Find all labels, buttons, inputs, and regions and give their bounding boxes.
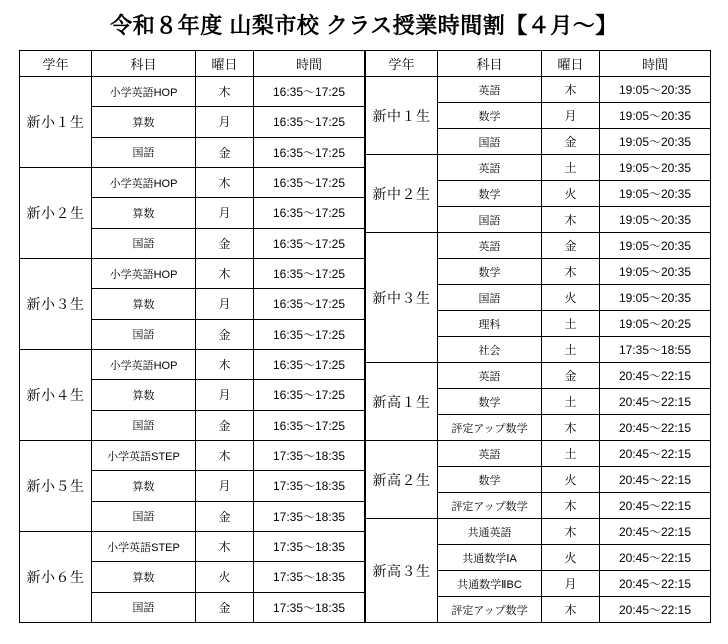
- header-grade: 学年: [366, 51, 438, 77]
- subject-cell: 評定アップ数学: [438, 597, 542, 623]
- grade-cell: 新小３生: [20, 258, 92, 349]
- timetable-tables: [19, 50, 709, 623]
- subject-cell: 共通数学ⅡBC: [438, 571, 542, 597]
- time-cell: 16:35〜17:25: [254, 380, 365, 410]
- right-table-body: [366, 77, 711, 623]
- time-cell: 17:35〜18:35: [254, 562, 365, 592]
- header-time: 時間: [600, 51, 711, 77]
- day-cell: 土: [542, 441, 600, 467]
- day-cell: 土: [542, 337, 600, 363]
- subject-cell: 小学英語STEP: [92, 531, 196, 561]
- subject-cell: 算数: [92, 198, 196, 228]
- header-day: 曜日: [542, 51, 600, 77]
- grade-cell: 新高２生: [366, 441, 438, 519]
- timetable-right: [365, 50, 711, 623]
- left-table-head: [20, 51, 365, 77]
- subject-cell: 理科: [438, 311, 542, 337]
- subject-cell: 社会: [438, 337, 542, 363]
- day-cell: 金: [542, 363, 600, 389]
- grade-cell: 新小１生: [20, 77, 92, 168]
- time-cell: 20:45〜22:15: [600, 467, 711, 493]
- day-cell: 月: [542, 103, 600, 129]
- subject-cell: 国語: [92, 592, 196, 622]
- day-cell: 火: [542, 285, 600, 311]
- subject-cell: 国語: [92, 228, 196, 258]
- time-cell: 19:05〜20:35: [600, 77, 711, 103]
- left-table-body: [20, 77, 365, 623]
- subject-cell: 共通英語: [438, 519, 542, 545]
- day-cell: 木: [542, 77, 600, 103]
- subject-cell: 国語: [438, 129, 542, 155]
- time-cell: 19:05〜20:35: [600, 181, 711, 207]
- subject-cell: 算数: [92, 289, 196, 319]
- subject-cell: 算数: [92, 380, 196, 410]
- subject-cell: 小学英語HOP: [92, 167, 196, 197]
- subject-cell: 英語: [438, 363, 542, 389]
- day-cell: 金: [196, 137, 254, 167]
- day-cell: 火: [542, 545, 600, 571]
- subject-cell: 国語: [92, 137, 196, 167]
- grade-cell: 新中１生: [366, 77, 438, 155]
- day-cell: 月: [542, 571, 600, 597]
- time-cell: 20:45〜22:15: [600, 415, 711, 441]
- time-cell: 19:05〜20:25: [600, 311, 711, 337]
- day-cell: 木: [196, 167, 254, 197]
- day-cell: 木: [542, 519, 600, 545]
- subject-cell: 英語: [438, 155, 542, 181]
- table-row: [20, 440, 365, 470]
- grade-cell: 新中２生: [366, 155, 438, 233]
- time-cell: 16:35〜17:25: [254, 198, 365, 228]
- day-cell: 金: [542, 233, 600, 259]
- day-cell: 火: [196, 562, 254, 592]
- grade-cell: 新高３生: [366, 519, 438, 623]
- table-row: [366, 155, 711, 181]
- subject-cell: 小学英語HOP: [92, 77, 196, 107]
- grade-cell: 新小２生: [20, 167, 92, 258]
- time-cell: 20:45〜22:15: [600, 597, 711, 623]
- day-cell: 金: [196, 592, 254, 622]
- table-row: [20, 167, 365, 197]
- header-subject: 科目: [92, 51, 196, 77]
- table-row: [366, 363, 711, 389]
- time-cell: 19:05〜20:35: [600, 259, 711, 285]
- time-cell: 19:05〜20:35: [600, 207, 711, 233]
- subject-cell: 評定アップ数学: [438, 493, 542, 519]
- time-cell: 17:35〜18:55: [600, 337, 711, 363]
- time-cell: 16:35〜17:25: [254, 289, 365, 319]
- time-cell: 19:05〜20:35: [600, 285, 711, 311]
- subject-cell: 国語: [438, 285, 542, 311]
- table-row: [366, 77, 711, 103]
- table-header-row: [20, 51, 365, 77]
- time-cell: 16:35〜17:25: [254, 137, 365, 167]
- day-cell: 木: [196, 258, 254, 288]
- day-cell: 木: [196, 531, 254, 561]
- time-cell: 20:45〜22:15: [600, 441, 711, 467]
- day-cell: 金: [196, 501, 254, 531]
- day-cell: 木: [542, 415, 600, 441]
- table-row: [20, 531, 365, 561]
- day-cell: 木: [196, 440, 254, 470]
- time-cell: 17:35〜18:35: [254, 471, 365, 501]
- time-cell: 16:35〜17:25: [254, 258, 365, 288]
- time-cell: 16:35〜17:25: [254, 349, 365, 379]
- table-row: [20, 258, 365, 288]
- subject-cell: 国語: [438, 207, 542, 233]
- header-day: 曜日: [196, 51, 254, 77]
- header-subject: 科目: [438, 51, 542, 77]
- table-row: [366, 441, 711, 467]
- day-cell: 土: [542, 389, 600, 415]
- table-row: [366, 233, 711, 259]
- day-cell: 月: [196, 198, 254, 228]
- time-cell: 20:45〜22:15: [600, 389, 711, 415]
- time-cell: 17:35〜18:35: [254, 531, 365, 561]
- subject-cell: 算数: [92, 107, 196, 137]
- day-cell: 金: [542, 129, 600, 155]
- day-cell: 金: [196, 319, 254, 349]
- grade-cell: 新小４生: [20, 349, 92, 440]
- time-cell: 20:45〜22:15: [600, 571, 711, 597]
- day-cell: 木: [542, 259, 600, 285]
- day-cell: 木: [542, 597, 600, 623]
- subject-cell: 数学: [438, 103, 542, 129]
- day-cell: 月: [196, 471, 254, 501]
- subject-cell: 数学: [438, 389, 542, 415]
- time-cell: 17:35〜18:35: [254, 501, 365, 531]
- time-cell: 19:05〜20:35: [600, 129, 711, 155]
- header-time: 時間: [254, 51, 365, 77]
- day-cell: 木: [542, 207, 600, 233]
- page-title: 令和８年度 山梨市校 クラス授業時間割【４月〜】: [110, 13, 618, 38]
- time-cell: 17:35〜18:35: [254, 592, 365, 622]
- header-grade: 学年: [20, 51, 92, 77]
- subject-cell: 共通数学ⅠA: [438, 545, 542, 571]
- day-cell: 木: [196, 349, 254, 379]
- grade-cell: 新高１生: [366, 363, 438, 441]
- subject-cell: 数学: [438, 467, 542, 493]
- time-cell: 20:45〜22:15: [600, 519, 711, 545]
- grade-cell: 新小５生: [20, 440, 92, 531]
- day-cell: 金: [196, 228, 254, 258]
- time-cell: 20:45〜22:15: [600, 493, 711, 519]
- subject-cell: 小学英語HOP: [92, 258, 196, 288]
- day-cell: 土: [542, 311, 600, 337]
- time-cell: 17:35〜18:35: [254, 440, 365, 470]
- time-cell: 20:45〜22:15: [600, 363, 711, 389]
- subject-cell: 国語: [92, 319, 196, 349]
- table-row: [20, 77, 365, 107]
- subject-cell: 数学: [438, 259, 542, 285]
- table-row: [366, 519, 711, 545]
- time-cell: 19:05〜20:35: [600, 233, 711, 259]
- day-cell: 火: [542, 467, 600, 493]
- time-cell: 20:45〜22:15: [600, 545, 711, 571]
- time-cell: 16:35〜17:25: [254, 319, 365, 349]
- day-cell: 木: [542, 493, 600, 519]
- day-cell: 木: [196, 77, 254, 107]
- table-row: [20, 349, 365, 379]
- day-cell: 月: [196, 107, 254, 137]
- subject-cell: 国語: [92, 410, 196, 440]
- grade-cell: 新中３生: [366, 233, 438, 363]
- subject-cell: 評定アップ数学: [438, 415, 542, 441]
- time-cell: 19:05〜20:35: [600, 103, 711, 129]
- time-cell: 16:35〜17:25: [254, 228, 365, 258]
- time-cell: 19:05〜20:35: [600, 155, 711, 181]
- subject-cell: 国語: [92, 501, 196, 531]
- day-cell: 月: [196, 380, 254, 410]
- time-cell: 16:35〜17:25: [254, 107, 365, 137]
- day-cell: 土: [542, 155, 600, 181]
- subject-cell: 小学英語HOP: [92, 349, 196, 379]
- day-cell: 金: [196, 410, 254, 440]
- subject-cell: 算数: [92, 562, 196, 592]
- subject-cell: 算数: [92, 471, 196, 501]
- day-cell: 火: [542, 181, 600, 207]
- right-table-head: [366, 51, 711, 77]
- subject-cell: 小学英語STEP: [92, 440, 196, 470]
- time-cell: 16:35〜17:25: [254, 410, 365, 440]
- subject-cell: 数学: [438, 181, 542, 207]
- time-cell: 16:35〜17:25: [254, 77, 365, 107]
- time-cell: 16:35〜17:25: [254, 167, 365, 197]
- timetable-left: [19, 50, 365, 623]
- day-cell: 月: [196, 289, 254, 319]
- subject-cell: 英語: [438, 441, 542, 467]
- subject-cell: 英語: [438, 77, 542, 103]
- table-header-row: [366, 51, 711, 77]
- grade-cell: 新小６生: [20, 531, 92, 622]
- subject-cell: 英語: [438, 233, 542, 259]
